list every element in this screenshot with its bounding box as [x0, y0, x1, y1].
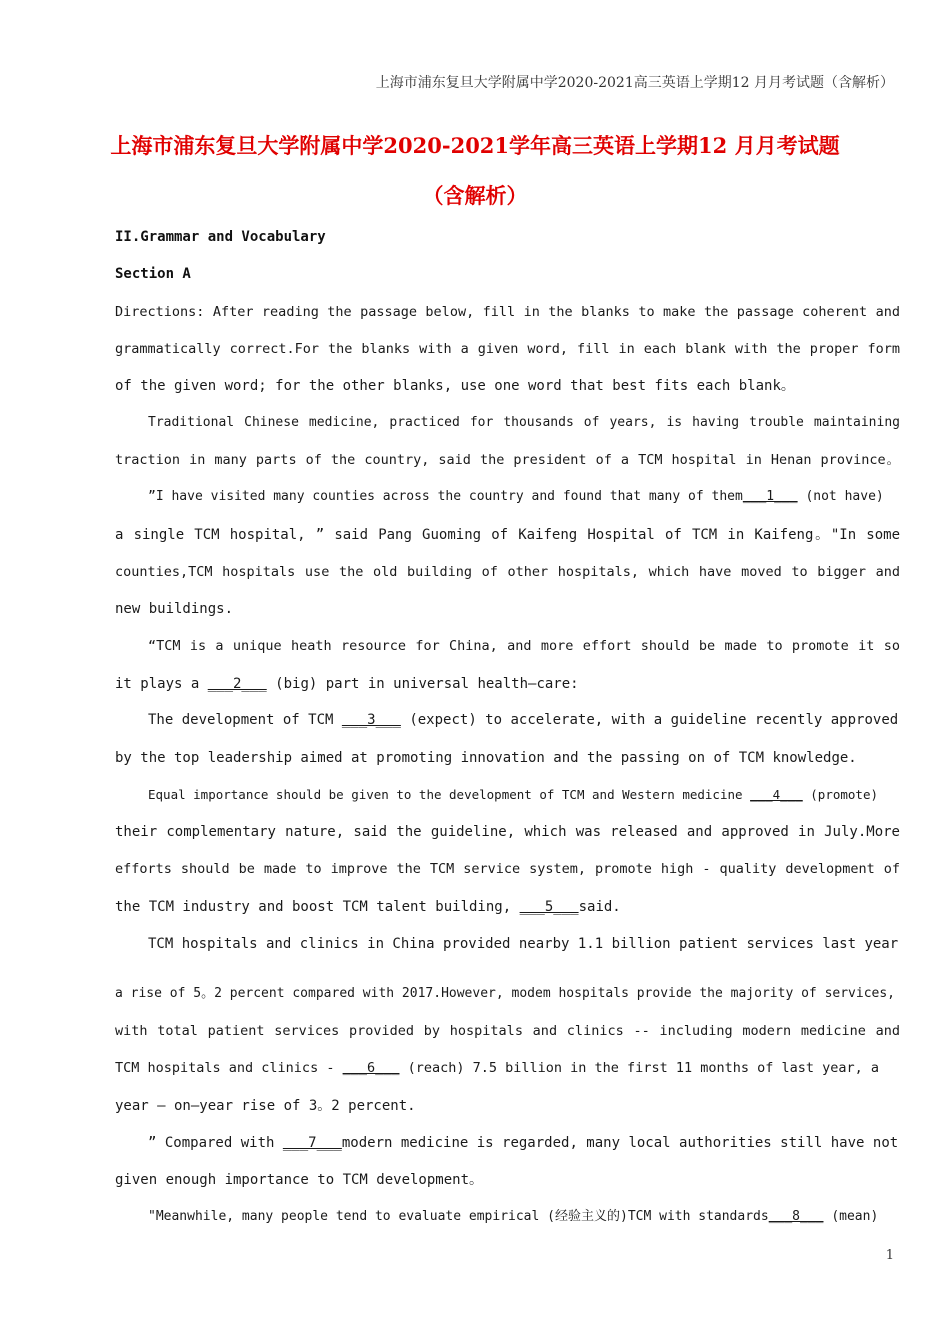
blank-7: ___7___ [282, 1135, 342, 1151]
section-heading: Section A [115, 266, 191, 282]
passage-text: The development of TCM [148, 712, 342, 728]
passage-line [148, 785, 900, 805]
passage-text: said. [578, 899, 621, 915]
passage-line: traction in many parts of the country, said the president of a TCM hospital in Henan province。 [115, 452, 900, 468]
blank-1: ___1___ [742, 489, 798, 504]
blank-6: ___6___ [342, 1060, 400, 1076]
passage-text: "Meanwhile, many people tend to evaluate empirical (经验主义的)TCM with standards [148, 1209, 769, 1224]
passage-text: it plays a [115, 676, 208, 692]
blank-5: ___5___ [519, 899, 579, 915]
passage-text: the TCM industry and boost TCM talent building, [115, 899, 520, 915]
passage-line: their complementary nature, said the guideline, which was released and approved in July.More [115, 824, 900, 840]
passage-text: TCM hospitals and clinics - [115, 1060, 343, 1076]
blank-3: ___3___ [341, 712, 401, 728]
passage-line [148, 710, 900, 730]
passage-line [115, 897, 900, 917]
passage-line: by the top leadership aimed at promoting innovation and the passing on of TCM knowledge. [115, 750, 857, 766]
passage-line: with total patient services provided by hospitals and clinics -- including modern medicine and [115, 1023, 900, 1039]
passage-line: a single TCM hospital, ” said Pang Guoming of Kaifeng Hospital of TCM in Kaifeng。"In some [115, 527, 900, 543]
passage-line: given enough importance to TCM development。 [115, 1172, 484, 1188]
passage-line [115, 674, 900, 694]
passage-text: Equal importance should be given to the development of TCM and Western medicine [148, 787, 751, 802]
directions-line: Directions: After reading the passage below, fill in the blanks to make the passage coherent and [115, 304, 900, 320]
part-heading: II.Grammar and Vocabulary [115, 229, 326, 245]
blank-4: ___4___ [750, 787, 803, 802]
passage-line [148, 487, 900, 507]
passage-text: (not have) [797, 489, 884, 504]
passage-line: “TCM is a unique heath resource for China, and more effort should be made to promote it so [148, 638, 900, 654]
passage-line: year — on—year rise of 3。2 percent. [115, 1098, 416, 1114]
passage-text: (big) part in universal health—care: [266, 676, 579, 692]
passage-line [115, 1058, 900, 1078]
passage-line: new buildings. [115, 601, 234, 617]
directions-line: grammatically correct.For the blanks with a given word, fill in each blank with the proper form [115, 341, 900, 357]
passage-text: ” Compared with [148, 1135, 283, 1151]
passage-text: (mean) [823, 1209, 879, 1224]
blank-8: ___8___ [768, 1209, 824, 1224]
document-title: 上海市浦东复旦大学附属中学2020-2021学年高三英语上学期12 月月考试题 [110, 133, 840, 158]
passage-line: counties,TCM hospitals use the old building of other hospitals, which have moved to bigger and [115, 564, 900, 580]
passage-line: Traditional Chinese medicine, practiced for thousands of years, is having trouble maintaining [148, 415, 900, 430]
passage-text: (reach) 7.5 billion in the first 11 months of last year, a [399, 1060, 880, 1076]
blank-2: ___2___ [207, 676, 267, 692]
passage-line: TCM hospitals and clinics in China provided nearby 1.1 billion patient services last year [148, 936, 899, 952]
passage-line [148, 1133, 900, 1153]
passage-text: (promote) [802, 787, 879, 802]
passage-text: (expect) to accelerate, with a guideline recently approved [400, 712, 899, 728]
passage-line: efforts should be made to improve the TCM service system, promote high - quality development of [115, 861, 900, 877]
passage-text: modern medicine is regarded, many local authorities still have not [341, 1135, 899, 1151]
passage-line [148, 1207, 900, 1227]
directions-line: of the given word; for the other blanks, use one word that best fits each blank。 [115, 378, 795, 394]
passage-text: ”I have visited many counties across the country and found that many of them [148, 489, 743, 504]
passage-line: a rise of 5。2 percent compared with 2017.However, modem hospitals provide the majority of services, [115, 986, 896, 1001]
page-number: 1 [885, 1248, 894, 1263]
running-header: 上海市浦东复旦大学附属中学2020-2021高三英语上学期12 月月考试题（含解析） [375, 75, 894, 91]
document-title-subtitle: （含解析） [422, 183, 528, 208]
